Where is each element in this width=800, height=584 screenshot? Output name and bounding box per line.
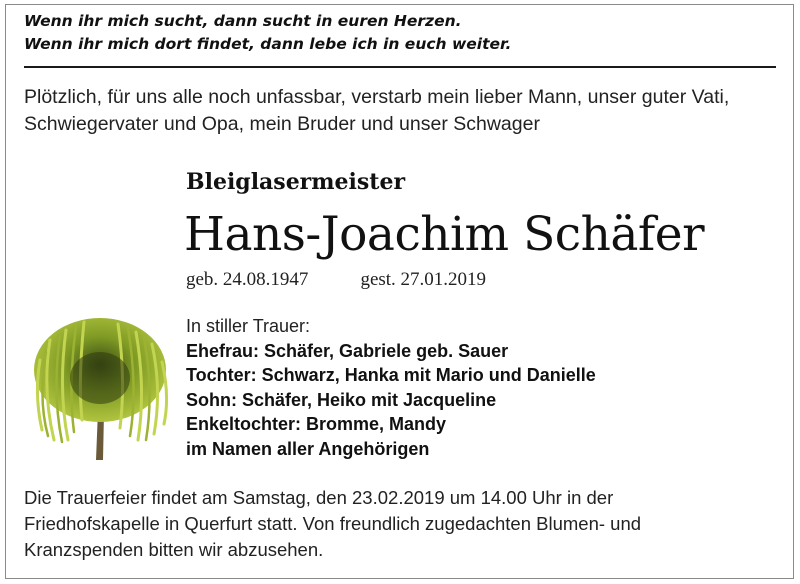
funeral-line: Die Trauerfeier findet am Samstag, den 23.02.2019 um 14.00 Uhr in der — [24, 487, 614, 508]
motto-quote — [24, 10, 511, 56]
mourner-line: Sohn: Schäfer, Heiko mit Jacqueline — [186, 389, 497, 410]
death-date: gest. 27.01.2019 — [360, 269, 487, 290]
intro-line: Plötzlich, für uns alle noch unfassbar, verstarb mein lieber Mann, unser guter Vati, — [24, 86, 730, 108]
motto-line: Wenn ihr mich sucht, dann sucht in euren Herzen. — [24, 12, 462, 30]
mourners-intro: In stiller Trauer: — [186, 316, 311, 336]
life-dates — [186, 268, 486, 292]
motto-line: Wenn ihr mich dort findet, dann lebe ich in euch weiter. — [24, 35, 512, 53]
mourner-line: im Namen aller Angehörigen — [186, 438, 430, 459]
funeral-line: Kranzspenden bitten wir abzusehen. — [24, 539, 324, 560]
divider — [24, 66, 776, 68]
weeping-willow-icon — [20, 300, 178, 462]
mourner-line: Tochter: Schwarz, Hanka mit Mario und Danielle — [186, 365, 596, 385]
mourner-line: Enkeltochter: Bromme, Mandy — [186, 414, 447, 434]
funeral-info — [24, 485, 784, 563]
mourners-list — [186, 314, 596, 461]
intro-text — [24, 84, 784, 138]
mourner-line: Ehefrau: Schäfer, Gabriele geb. Sauer — [186, 340, 509, 361]
profession-title: Bleiglasermeister — [186, 169, 406, 195]
deceased-name: Hans-Joachim Schäfer — [184, 207, 705, 262]
funeral-line: Friedhofskapelle in Querfurt statt. Von freundlich zugedachten Blumen- und — [24, 513, 642, 534]
intro-line: Schwiegervater und Opa, mein Bruder und unser Schwager — [24, 113, 540, 135]
birth-date: geb. 24.08.1947 — [186, 269, 309, 290]
